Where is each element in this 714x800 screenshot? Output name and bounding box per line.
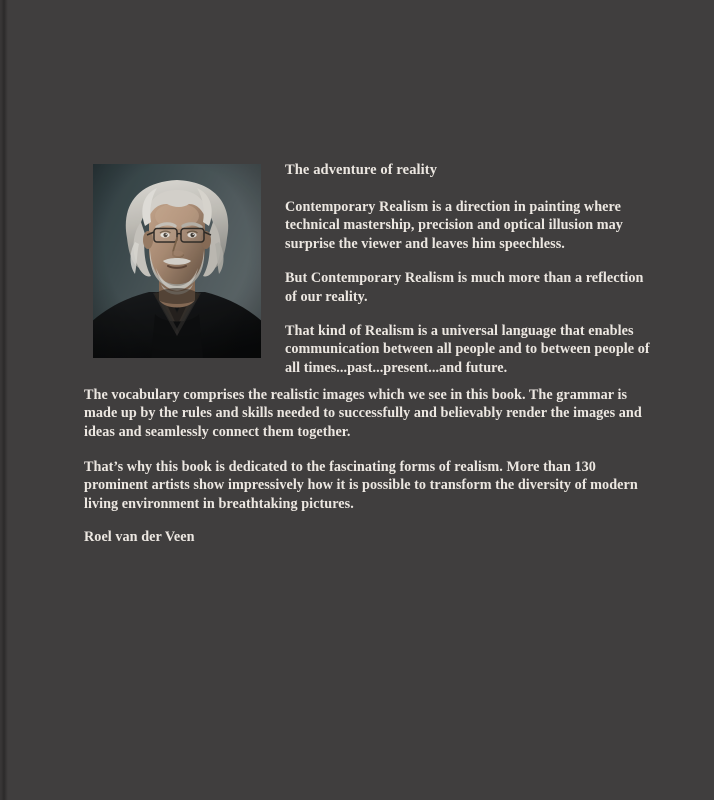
paragraph-reflection: But Contemporary Realism is much more than a reflection of our reality. xyxy=(285,270,644,305)
paragraph-contemporary-realism: Contemporary Realism is a direction in painting where technical mastership, precision and optical illusion may surprise the viewer and leaves him speechless. xyxy=(285,199,623,252)
paragraph-vocabulary: The vocabulary comprises the realistic images which we see in this book. The grammar is made up by the rules and skills needed to successfully and believably render the images and ideas and seamlessly connect them together. xyxy=(84,387,642,440)
page-title: The adventure of reality xyxy=(285,162,438,178)
intro-text-column xyxy=(285,161,657,377)
paragraph-universal-language: That kind of Realism is a universal language that enables communication between all people and to between people of all times...past...present...and future. xyxy=(285,323,650,376)
paragraph-dedication: That’s why this book is dedicated to the fascinating forms of realism. More than 130 prominent artists show impressively how it is possible to transform the diversity of modern living environment in breathtaking pictures. xyxy=(84,459,638,512)
page-gutter-shadow xyxy=(0,0,8,800)
portrait-illustration xyxy=(93,164,261,358)
author-portrait-photo xyxy=(93,164,261,358)
author-signature: Roel van der Veen xyxy=(84,529,195,545)
